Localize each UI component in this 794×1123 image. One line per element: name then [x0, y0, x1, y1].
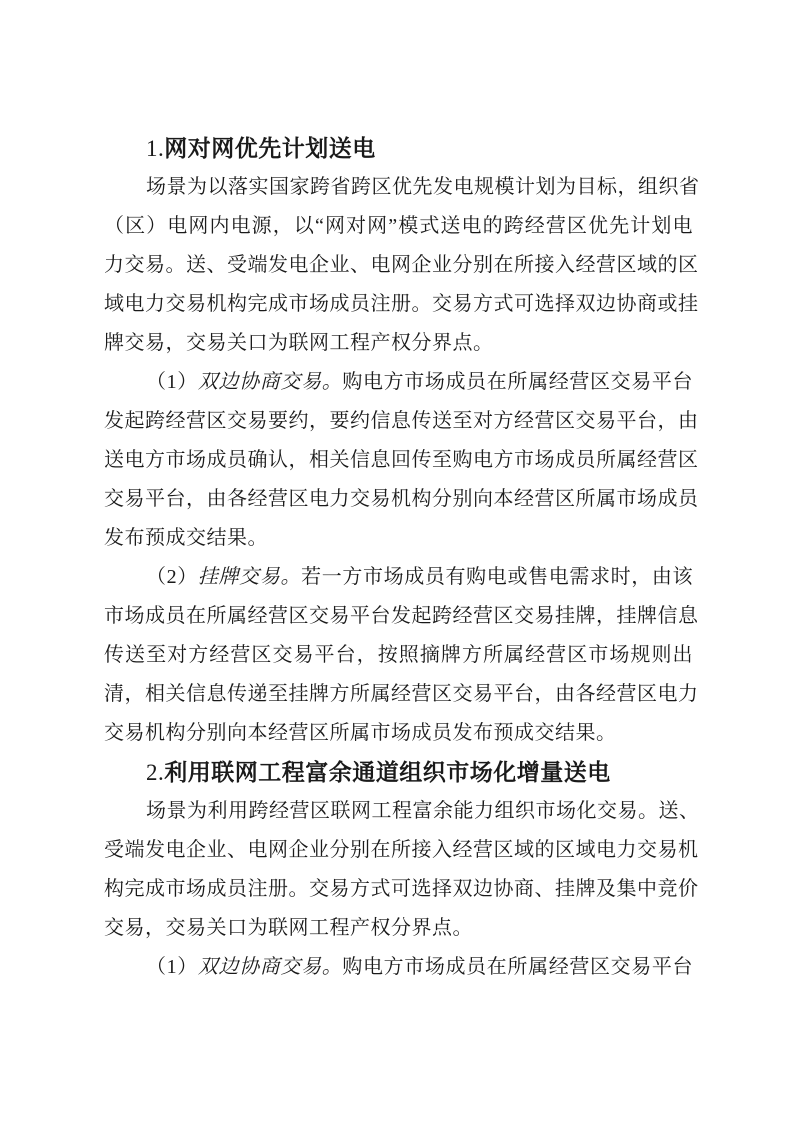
document-text-block	[104, 129, 700, 987]
text-line	[104, 597, 699, 636]
text-line	[104, 480, 699, 519]
text-line	[104, 402, 699, 441]
body-text: 受端发电企业、电网企业分别在所接入经营区域的区域电力交易机	[104, 839, 699, 861]
body-text: 购电方市场成员在所属经营区交易平台	[342, 956, 694, 978]
body-text: （2）	[146, 566, 198, 588]
section-heading-number: 2.	[146, 760, 165, 785]
text-line	[104, 363, 693, 402]
section-heading-number: 1.	[146, 136, 165, 161]
trade-term-text: 双边协商交易。	[197, 956, 343, 978]
text-line	[104, 207, 693, 246]
body-text: 市场成员在所属经营区交易平台发起跨经营区交易挂牌，挂牌信息	[104, 605, 699, 627]
text-line	[104, 168, 700, 207]
text-line	[104, 285, 699, 324]
text-line	[104, 519, 693, 558]
body-text: （区）电网内电源，以“网对网”模式送电的跨经营区优先计划电	[104, 215, 693, 237]
body-text: 场景为以落实国家跨省跨区优先发电规模计划为目标，组织省	[146, 176, 700, 198]
text-line	[104, 558, 693, 597]
body-text: 力交易。送、受端发电企业、电网企业分别在所接入经营区域的区	[104, 254, 699, 276]
trade-term-text: 双边协商交易。	[197, 371, 343, 393]
body-text: 若一方市场成员有购电或售电需求时，由该	[301, 566, 694, 588]
body-text: 发布预成交结果。	[104, 527, 268, 549]
body-text: 场景为利用跨经营区联网工程富余能力组织市场化交易。送、	[146, 800, 700, 822]
section-heading	[104, 753, 693, 792]
text-line	[104, 324, 693, 363]
text-line	[104, 948, 693, 987]
section-heading-text: 利用联网工程富余通道组织市场化增量送电	[164, 759, 611, 785]
text-line	[104, 636, 693, 675]
text-line	[104, 441, 699, 480]
body-text: 交易，交易关口为联网工程产权分界点。	[104, 917, 473, 939]
text-line	[104, 870, 699, 909]
text-line	[104, 792, 700, 831]
text-line	[104, 675, 699, 714]
text-line	[104, 909, 693, 948]
section-heading	[104, 129, 693, 168]
body-text: 域电力交易机构完成市场成员注册。交易方式可选择双边协商或挂	[104, 293, 699, 315]
body-text: 传送至对方经营区交易平台，按照摘牌方所属经营区市场规则出	[104, 644, 693, 666]
text-line	[104, 831, 699, 870]
body-text: （1）	[146, 956, 198, 978]
body-text: 清，相关信息传递至挂牌方所属经营区交易平台，由各经营区电力	[104, 683, 699, 705]
body-text: 牌交易，交易关口为联网工程产权分界点。	[104, 332, 494, 354]
body-text: 构完成市场成员注册。交易方式可选择双边协商、挂牌及集中竞价	[104, 878, 699, 900]
body-text: 送电方市场成员确认，相关信息回传至购电方市场成员所属经营区	[104, 449, 699, 471]
trade-term-text: 挂牌交易。	[197, 566, 302, 588]
body-text: （1）	[146, 371, 198, 393]
text-line	[104, 246, 699, 285]
body-text: 交易机构分别向本经营区所属市场成员发布预成交结果。	[104, 722, 617, 744]
text-line	[104, 714, 693, 753]
section-heading-text: 网对网优先计划送电	[164, 135, 376, 161]
body-text: 交易平台，由各经营区电力交易机构分别向本经营区所属市场成员	[104, 488, 699, 510]
body-text: 发起跨经营区交易要约，要约信息传送至对方经营区交易平台，由	[104, 410, 699, 432]
body-text: 购电方市场成员在所属经营区交易平台	[342, 371, 694, 393]
